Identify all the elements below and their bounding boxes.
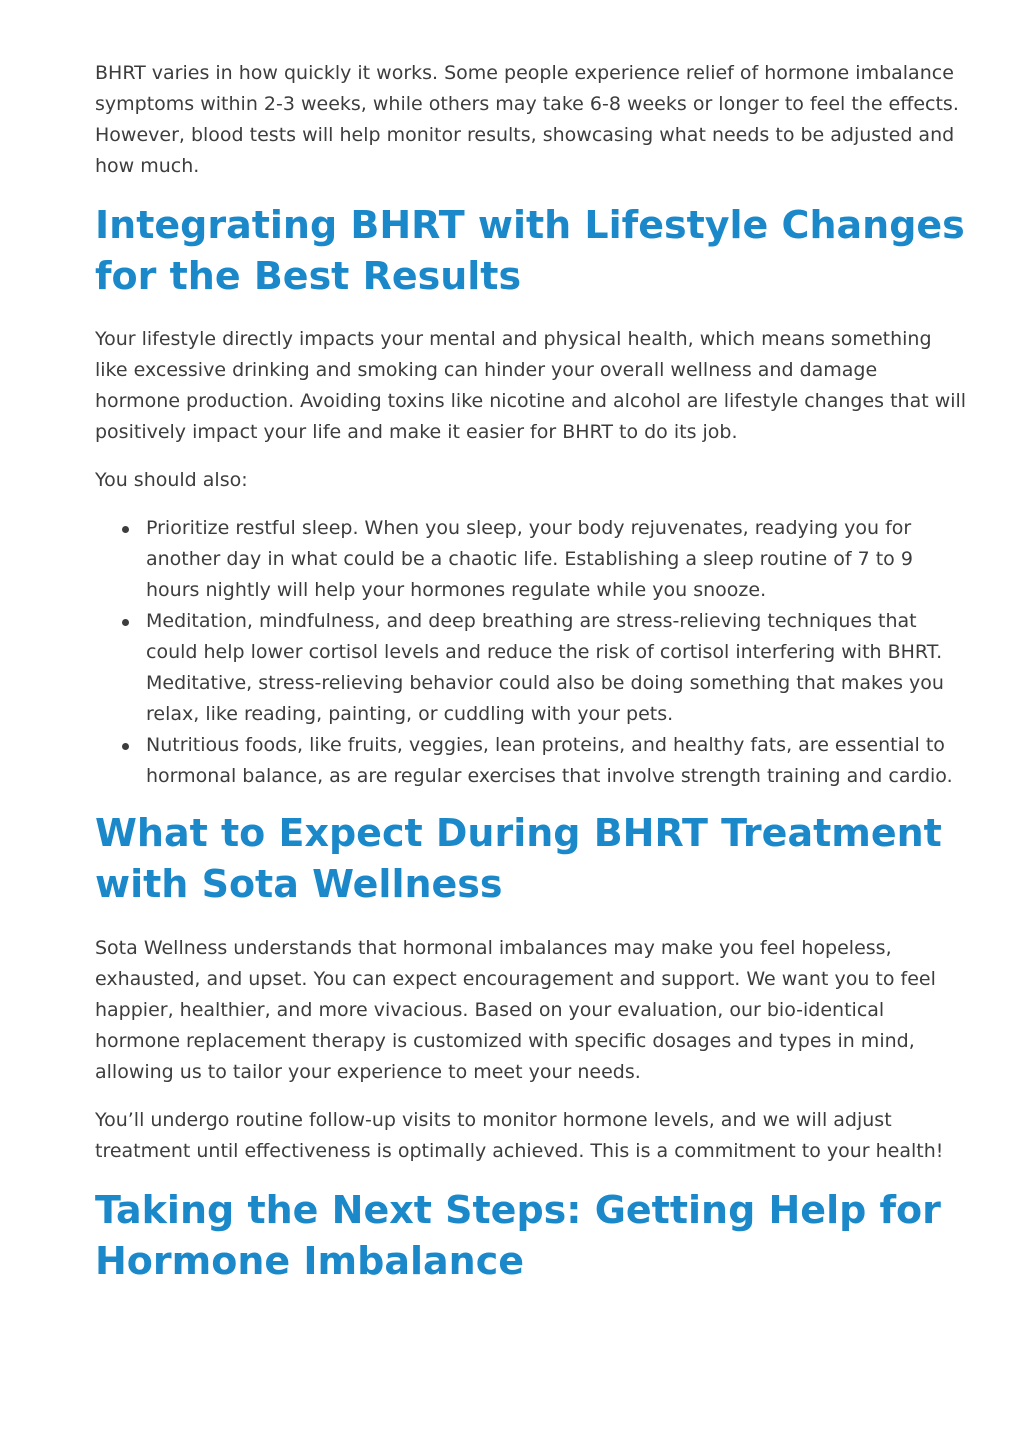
- heading-next-steps: Taking the Next Steps: Getting Help for Hormone Imbalance: [95, 1188, 941, 1283]
- list-item: [95, 513, 967, 606]
- list-item-text: Prioritize restful sleep. When you sleep, your body rejuvenates, readying you for another day in what could be a chaotic life. Establishing a sleep routine of 7 to 9 hours nightly will help your hormones regulate while you snooze.: [146, 517, 913, 601]
- list-item: [95, 730, 967, 792]
- bullet-dot-icon: [122, 743, 129, 750]
- lifestyle-paragraph: Your lifestyle directly impacts your mental and physical health, which means something like excessive drinking and smoking can hinder your overall wellness and damage hormone production. Avoiding toxins like nicotine and alcohol are lifestyle changes that will positively impact your life and make it easier for BHRT to do its job.: [95, 328, 967, 443]
- heading-what-to-expect: What to Expect During BHRT Treatment with Sota Wellness: [95, 811, 942, 906]
- list-item-text: Meditation, mindfulness, and deep breathing are stress-relieving techniques that could help lower cortisol levels and reduce the risk of cortisol interfering with BHRT. Meditative, stress-relieving behavior could also be doing something that makes you relax, like reading, painting, or cuddling with your pets.: [146, 610, 944, 725]
- expect-paragraph-2: You’ll undergo routine follow-up visits to monitor hormone levels, and we will adjust treatment until effectiveness is optimally achieved. This is a commitment to your health!: [95, 1109, 944, 1162]
- document-page: [95, 58, 967, 1287]
- intro-paragraph: BHRT varies in how quickly it works. Some people experience relief of hormone imbalance symptoms within 2-3 weeks, while others may take 6-8 weeks or longer to feel the effects. However, blood tests will help monitor results, showcasing what needs to be adjusted and how much.: [95, 62, 959, 177]
- lifestyle-bullet-list: [95, 513, 967, 792]
- list-item-text: Nutritious foods, like fruits, veggies, lean proteins, and healthy fats, are essential to hormonal balance, as are regular exercises that involve strength training and cardio.: [146, 734, 953, 787]
- heading-lifestyle: Integrating BHRT with Lifestyle Changes for the Best Results: [95, 203, 965, 298]
- lifestyle-lead-in: You should also:: [95, 469, 248, 491]
- expect-paragraph-1: Sota Wellness understands that hormonal imbalances may make you feel hopeless, exhausted, and upset. You can expect encouragement and support. We want you to feel happier, healthier, and more vivacious. Based on your evaluation, our bio-identical hormone replacement therapy is customized with specific dosages and types in mind, allowing us to tailor your experience to meet your needs.: [95, 937, 936, 1083]
- list-item: [95, 606, 967, 730]
- bullet-dot-icon: [122, 526, 129, 533]
- bullet-dot-icon: [122, 619, 129, 626]
